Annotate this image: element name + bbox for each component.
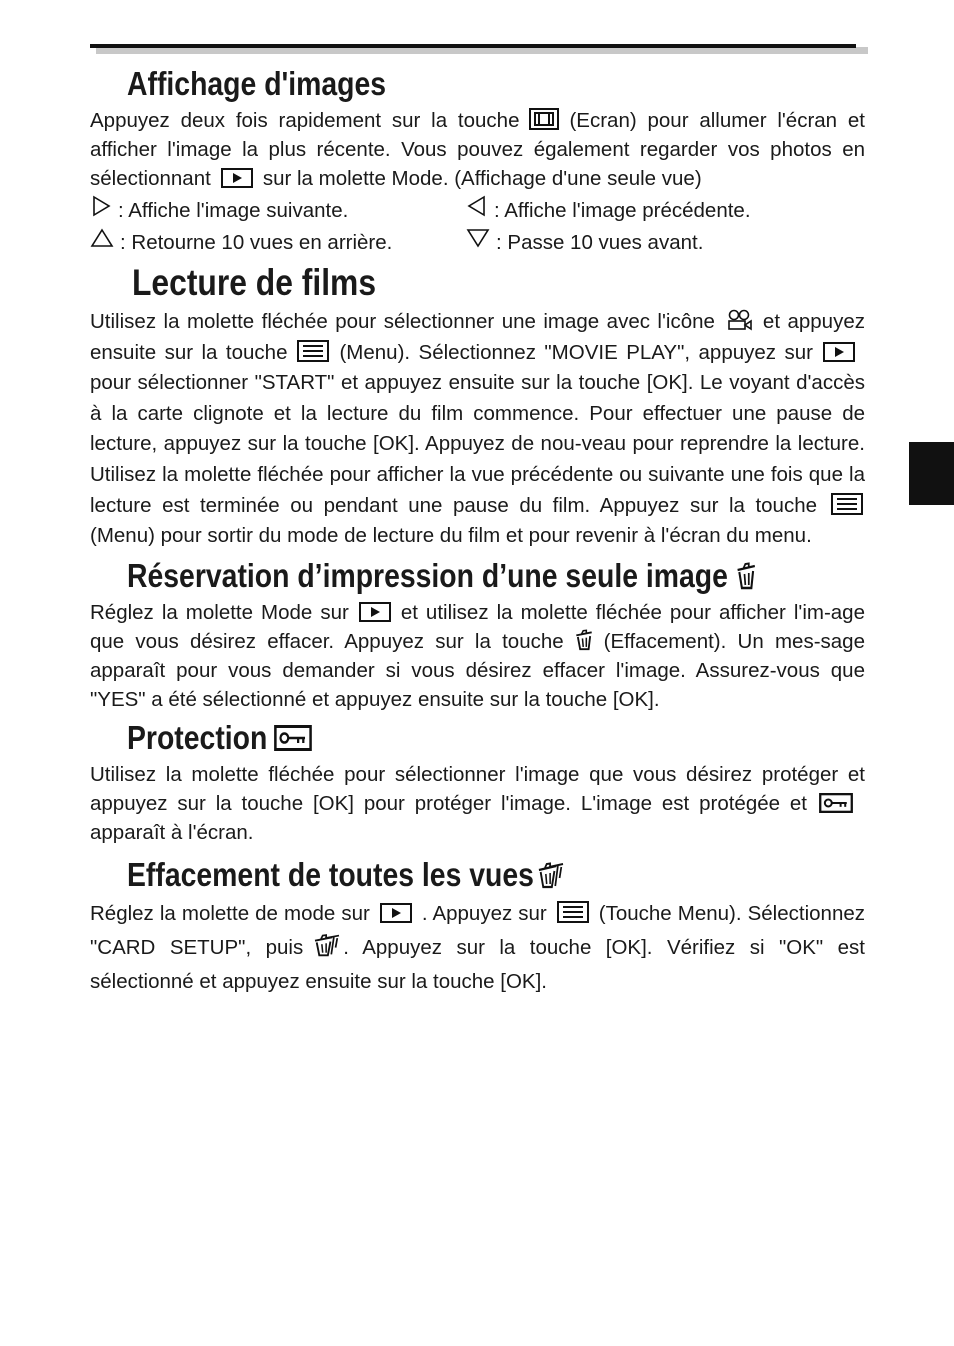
trash-all-icon xyxy=(537,861,565,889)
section-title-affichage: Affichage d'images xyxy=(127,65,387,102)
navigation-legend xyxy=(90,195,865,259)
trash-all-icon xyxy=(313,933,341,957)
triangle-up-icon xyxy=(90,227,114,259)
menu-button-icon xyxy=(297,340,329,362)
trash-icon xyxy=(735,562,757,590)
movie-camera-icon xyxy=(725,309,753,331)
section-text-affichage: Appuyez deux fois rapidement sur la touche (Ecran) pour allumer l'écran et afficher l'image la plus récente. Vous pouvez également regarder vos photos en sélectionnant sur la molette Mode. (Affichage d'une seule vue) xyxy=(90,109,865,190)
key-protect-icon xyxy=(817,793,855,813)
key-protect-icon xyxy=(274,725,312,751)
playback-mode-icon xyxy=(359,602,391,622)
section-text-reservation: Réglez la molette Mode sur et utilisez la molette fléchée pour afficher l'im-age que vous désirez effacer. Appuyez sur la touche (Effacement). Un mes-sage apparaît pour vous demander si vous désirez effacer l'image. Assurez-vous que "YES" a été sélectionné et appuyez ensuite sur la touche [OK]. xyxy=(90,600,865,711)
section-title-lecture-films: Lecture de films xyxy=(132,262,377,303)
header-rule-shadow xyxy=(96,47,868,54)
chapter-tab xyxy=(909,442,954,505)
triangle-down-icon xyxy=(466,227,490,259)
playback-mode-icon xyxy=(380,903,412,923)
page-content xyxy=(90,62,865,999)
triangle-right-icon xyxy=(90,195,112,227)
trash-icon xyxy=(574,629,594,651)
menu-button-icon xyxy=(557,901,589,923)
nav-item-next: : Affiche l'image suivante. xyxy=(90,195,466,227)
section-title-reservation: Réservation d’impression d’une seule image xyxy=(127,554,762,598)
nav-item-forward-10: : Passe 10 vues avant. xyxy=(466,227,866,259)
playback-mode-icon xyxy=(221,168,253,188)
section-title-protection: Protection xyxy=(127,716,762,760)
section-text-effacement: Réglez la molette de mode sur . Appuyez sur (Touche Menu). Sélectionnez "CARD SETUP", puis . Appuyez sur la touche [OK]. Vérifiez si "OK" est sélectionné et appuyez ensuite sur la touche [OK]. xyxy=(90,901,865,993)
triangle-left-icon xyxy=(466,195,488,227)
nav-item-previous: : Affiche l'image précédente. xyxy=(466,195,866,227)
header-rule xyxy=(90,44,856,48)
section-title-effacement: Effacement de toutes les vues xyxy=(127,853,762,897)
section-text-protection: Utilisez la molette fléchée pour sélectionner l'image que vous désirez protéger et appuyez sur la touche [OK] pour protéger l'image. L'image est protégée et apparaît à l'écran. xyxy=(90,762,865,844)
section-text-lecture-films: Utilisez la molette fléchée pour sélectionner une image avec l'icône et appuyez ensuite sur la touche (Menu). Sélectionnez "MOVIE PLAY", appuyez sur pour sélectionner "START" et appuyez ensuite sur la touche [OK]. Le voyant d'accès à la carte clignote et la lecture du film commence. Pour effectuer une pause de lecture, appuyez sur la touche [OK]. Appuyez de nou-veau pour reprendre la lecture. Utilisez la molette fléchée pour afficher la vue précédente ou suivante une fois que la lecture est terminée ou pendant une pause du film. Appuyez sur la touche (Menu) pour sortir du mode de lecture du film et pour revenir à l'écran du menu. xyxy=(90,310,865,548)
menu-button-icon xyxy=(831,493,863,515)
nav-item-back-10: : Retourne 10 vues en arrière. xyxy=(90,227,466,259)
playback-mode-icon xyxy=(823,342,855,362)
screen-button-icon xyxy=(529,108,559,130)
